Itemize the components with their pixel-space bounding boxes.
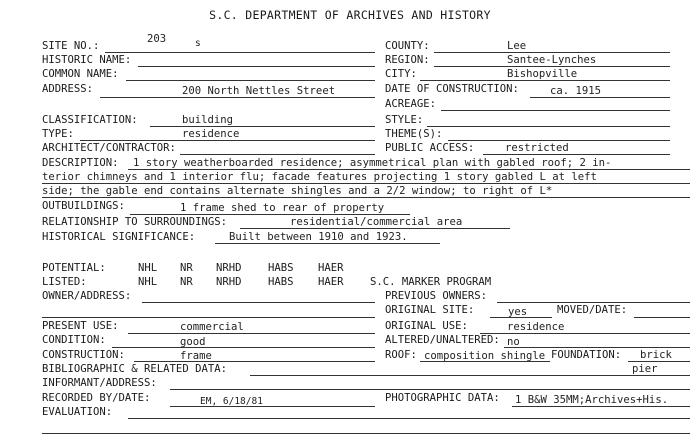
original-use-value: residence: [507, 321, 565, 333]
acreage-line: [441, 110, 670, 111]
potential-nr: NR: [180, 262, 193, 274]
date-of-construction-value: ca. 1915: [550, 85, 602, 97]
relationship-value: residential/commercial area: [290, 216, 463, 228]
address-line: [100, 97, 375, 98]
description-line-2: terior chimneys and 1 interior flu; facade features projecting 1 story gabled L at left: [42, 171, 597, 183]
description-underline-3: [42, 197, 690, 198]
altered-label: ALTERED/UNALTERED:: [385, 334, 500, 346]
present-use-line: [128, 333, 375, 334]
city-line: [420, 80, 670, 81]
previous-owners-label: PREVIOUS OWNERS:: [385, 290, 488, 302]
bibliographic-label: BIBLIOGRAPHIC & RELATED DATA:: [42, 363, 227, 375]
listed-nr: NR: [180, 276, 193, 288]
roof-label: ROOF:: [385, 349, 417, 361]
listed-nhl: NHL: [138, 276, 158, 288]
outbuildings-label: OUTBUILDINGS:: [42, 200, 125, 212]
photographic-label: PHOTOGRAPHIC DATA:: [385, 392, 500, 404]
address-value: 200 North Nettles Street: [182, 85, 336, 97]
condition-line: [112, 347, 375, 348]
informant-label: INFORMANT/ADDRESS:: [42, 377, 157, 389]
date-of-construction-label: DATE OF CONSTRUCTION:: [385, 83, 519, 95]
recorded-line: [170, 406, 375, 407]
condition-label: CONDITION:: [42, 334, 106, 346]
region-line: [434, 66, 670, 67]
listed-label: LISTED:: [42, 276, 87, 288]
original-site-value: yes: [508, 306, 528, 318]
recorded-value: EM, 6/18/81: [200, 396, 263, 407]
listed-nrhd: NRHD: [216, 276, 242, 288]
description-line-1: 1 story weatherboarded residence; asymmetrical plan with gabled roof; 2 in-: [133, 157, 612, 169]
site-no-value: 203: [147, 33, 167, 45]
owner-address-label: OWNER/ADDRESS:: [42, 290, 132, 302]
acreage-label: ACREAGE:: [385, 98, 437, 110]
common-name-label: COMMON NAME:: [42, 68, 119, 80]
themes-label: THEME(S):: [385, 128, 443, 140]
moved-date-line: [634, 317, 690, 318]
common-name-line: [126, 80, 375, 81]
present-use-label: PRESENT USE:: [42, 320, 119, 332]
original-use-line: [480, 333, 690, 334]
outbuildings-line: [130, 214, 410, 215]
potential-nrhd: NRHD: [216, 262, 242, 274]
relationship-line: [240, 228, 510, 229]
potential-label: POTENTIAL:: [42, 262, 106, 274]
listed-haer: HAER: [318, 276, 344, 288]
present-use-value: commercial: [180, 321, 244, 333]
address-label: ADDRESS:: [42, 83, 94, 95]
city-value: Bishopville: [507, 68, 578, 80]
form-header: S.C. DEPARTMENT OF ARCHIVES AND HISTORY: [209, 8, 491, 22]
previous-owners-line: [497, 302, 690, 303]
description-line-3: side; the gable end contains alternate shingles and a 2/2 window; to right of L*: [42, 185, 553, 197]
architect-line: [180, 154, 375, 155]
foundation-line: [628, 361, 690, 362]
construction-value: frame: [180, 350, 212, 362]
construction-label: CONSTRUCTION:: [42, 349, 125, 361]
architect-label: ARCHITECT/CONTRACTOR:: [42, 142, 176, 154]
condition-value: good: [180, 336, 206, 348]
county-label: COUNTY:: [385, 40, 430, 52]
bibliographic-line: [250, 375, 690, 376]
potential-habs: HABS: [268, 262, 294, 274]
informant-line: [170, 389, 690, 390]
historical-significance-value: Built between 1910 and 1923.: [229, 231, 408, 243]
roof-line: [420, 361, 550, 362]
public-access-value: restricted: [505, 142, 569, 154]
type-line: [80, 140, 375, 141]
county-line: [434, 52, 670, 53]
marker-program-label: S.C. MARKER PROGRAM: [370, 276, 492, 288]
photographic-line: [512, 406, 690, 407]
roof-value: composition shingle: [424, 350, 546, 362]
historic-name-label: HISTORIC NAME:: [42, 54, 132, 66]
type-label: TYPE:: [42, 128, 74, 140]
region-value: Santee-Lynches: [507, 54, 597, 66]
evaluation-line-2: [42, 433, 690, 434]
owner-address-line-2: [42, 317, 375, 318]
themes-line: [448, 140, 670, 141]
city-label: CITY:: [385, 68, 417, 80]
evaluation-line: [128, 418, 690, 419]
date-of-construction-line: [530, 97, 670, 98]
evaluation-label: EVALUATION:: [42, 406, 113, 418]
altered-value: no: [507, 336, 520, 348]
site-no-line: [105, 52, 375, 53]
relationship-label: RELATIONSHIP TO SURROUNDINGS:: [42, 216, 227, 228]
classification-value: building: [182, 114, 234, 126]
outbuildings-value: 1 frame shed to rear of property: [180, 202, 385, 214]
description-label: DESCRIPTION:: [42, 157, 119, 169]
original-site-label: ORIGINAL SITE:: [385, 304, 475, 316]
historical-significance-line: [215, 243, 440, 244]
photographic-value: 1 B&W 35MM;Archives+His.: [515, 394, 669, 406]
recorded-label: RECORDED BY/DATE:: [42, 392, 151, 404]
listed-habs: HABS: [268, 276, 294, 288]
altered-line: [504, 347, 690, 348]
classification-line: [150, 126, 375, 127]
owner-address-line: [142, 302, 375, 303]
style-line: [427, 126, 670, 127]
construction-line: [134, 361, 375, 362]
foundation-value-2: pier: [632, 363, 658, 375]
historic-name-line: [138, 66, 375, 67]
classification-label: CLASSIFICATION:: [42, 114, 138, 126]
potential-haer: HAER: [318, 262, 344, 274]
description-underline-1: [128, 169, 690, 170]
public-access-line: [483, 154, 670, 155]
type-value: residence: [182, 128, 240, 140]
foundation-value: brick: [640, 349, 672, 361]
original-site-line: [490, 317, 552, 318]
style-label: STYLE:: [385, 114, 424, 126]
public-access-label: PUBLIC ACCESS:: [385, 142, 475, 154]
region-label: REGION:: [385, 54, 430, 66]
original-use-label: ORIGINAL USE:: [385, 320, 468, 332]
potential-nhl: NHL: [138, 262, 158, 274]
historical-significance-label: HISTORICAL SIGNIFICANCE:: [42, 231, 196, 243]
foundation-label: FOUNDATION:: [551, 349, 622, 361]
site-no-label: SITE NO.:: [42, 40, 100, 52]
site-no-suffix: s: [195, 38, 201, 49]
moved-date-label: MOVED/DATE:: [557, 304, 628, 316]
description-underline-2: [42, 183, 690, 184]
county-value: Lee: [507, 40, 527, 52]
